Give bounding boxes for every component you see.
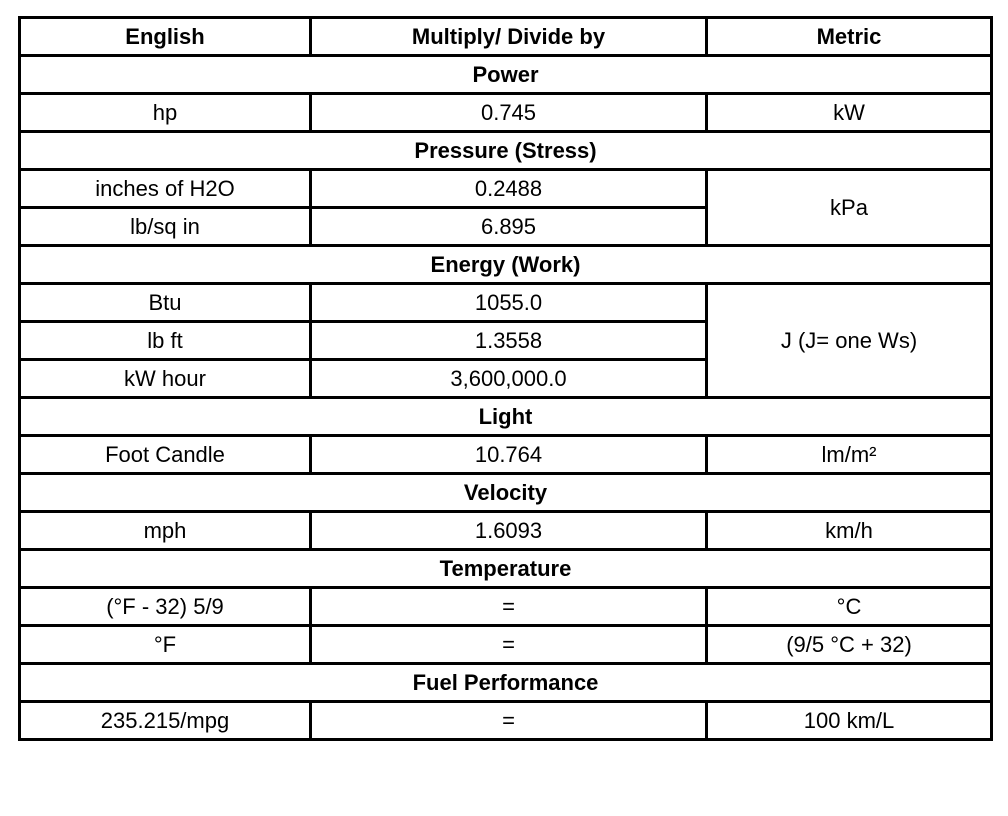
header-english: English (20, 18, 311, 56)
header-metric: Metric (707, 18, 992, 56)
section-title: Energy (Work) (20, 246, 992, 284)
factor-cell: 1.3558 (311, 322, 707, 360)
metric-cell: J (J= one Ws) (707, 284, 992, 398)
factor-cell: 6.895 (311, 208, 707, 246)
section-row-temperature (20, 550, 992, 588)
header-multiply-divide: Multiply/ Divide by (311, 18, 707, 56)
metric-cell: kPa (707, 170, 992, 246)
metric-cell: (9/5 °C + 32) (707, 626, 992, 664)
table-row (20, 512, 992, 550)
table-row (20, 170, 992, 208)
section-row-power (20, 56, 992, 94)
header-row (20, 18, 992, 56)
section-row-light (20, 398, 992, 436)
metric-cell: °C (707, 588, 992, 626)
table-row (20, 436, 992, 474)
section-title: Power (20, 56, 992, 94)
factor-cell: 10.764 (311, 436, 707, 474)
section-title: Light (20, 398, 992, 436)
table-row (20, 94, 992, 132)
table-row (20, 588, 992, 626)
english-cell: (°F - 32) 5/9 (20, 588, 311, 626)
factor-cell: 1.6093 (311, 512, 707, 550)
factor-cell: 0.745 (311, 94, 707, 132)
english-cell: 235.215/mpg (20, 702, 311, 740)
metric-cell: kW (707, 94, 992, 132)
section-title: Fuel Performance (20, 664, 992, 702)
metric-cell: lm/m² (707, 436, 992, 474)
section-row-fuel-performance (20, 664, 992, 702)
section-row-energy (20, 246, 992, 284)
table-row (20, 702, 992, 740)
section-row-velocity (20, 474, 992, 512)
section-title: Velocity (20, 474, 992, 512)
section-row-pressure (20, 132, 992, 170)
english-cell: inches of H2O (20, 170, 311, 208)
factor-cell: 0.2488 (311, 170, 707, 208)
english-cell: lb ft (20, 322, 311, 360)
english-cell: kW hour (20, 360, 311, 398)
factor-cell: 1055.0 (311, 284, 707, 322)
factor-cell: = (311, 588, 707, 626)
factor-cell: 3,600,000.0 (311, 360, 707, 398)
conversion-table (18, 16, 993, 741)
english-cell: lb/sq in (20, 208, 311, 246)
factor-cell: = (311, 626, 707, 664)
english-cell: mph (20, 512, 311, 550)
section-title: Temperature (20, 550, 992, 588)
factor-cell: = (311, 702, 707, 740)
english-cell: °F (20, 626, 311, 664)
metric-cell: km/h (707, 512, 992, 550)
english-cell: hp (20, 94, 311, 132)
english-cell: Btu (20, 284, 311, 322)
english-cell: Foot Candle (20, 436, 311, 474)
table-row (20, 284, 992, 322)
section-title: Pressure (Stress) (20, 132, 992, 170)
metric-cell: 100 km/L (707, 702, 992, 740)
table-row (20, 626, 992, 664)
